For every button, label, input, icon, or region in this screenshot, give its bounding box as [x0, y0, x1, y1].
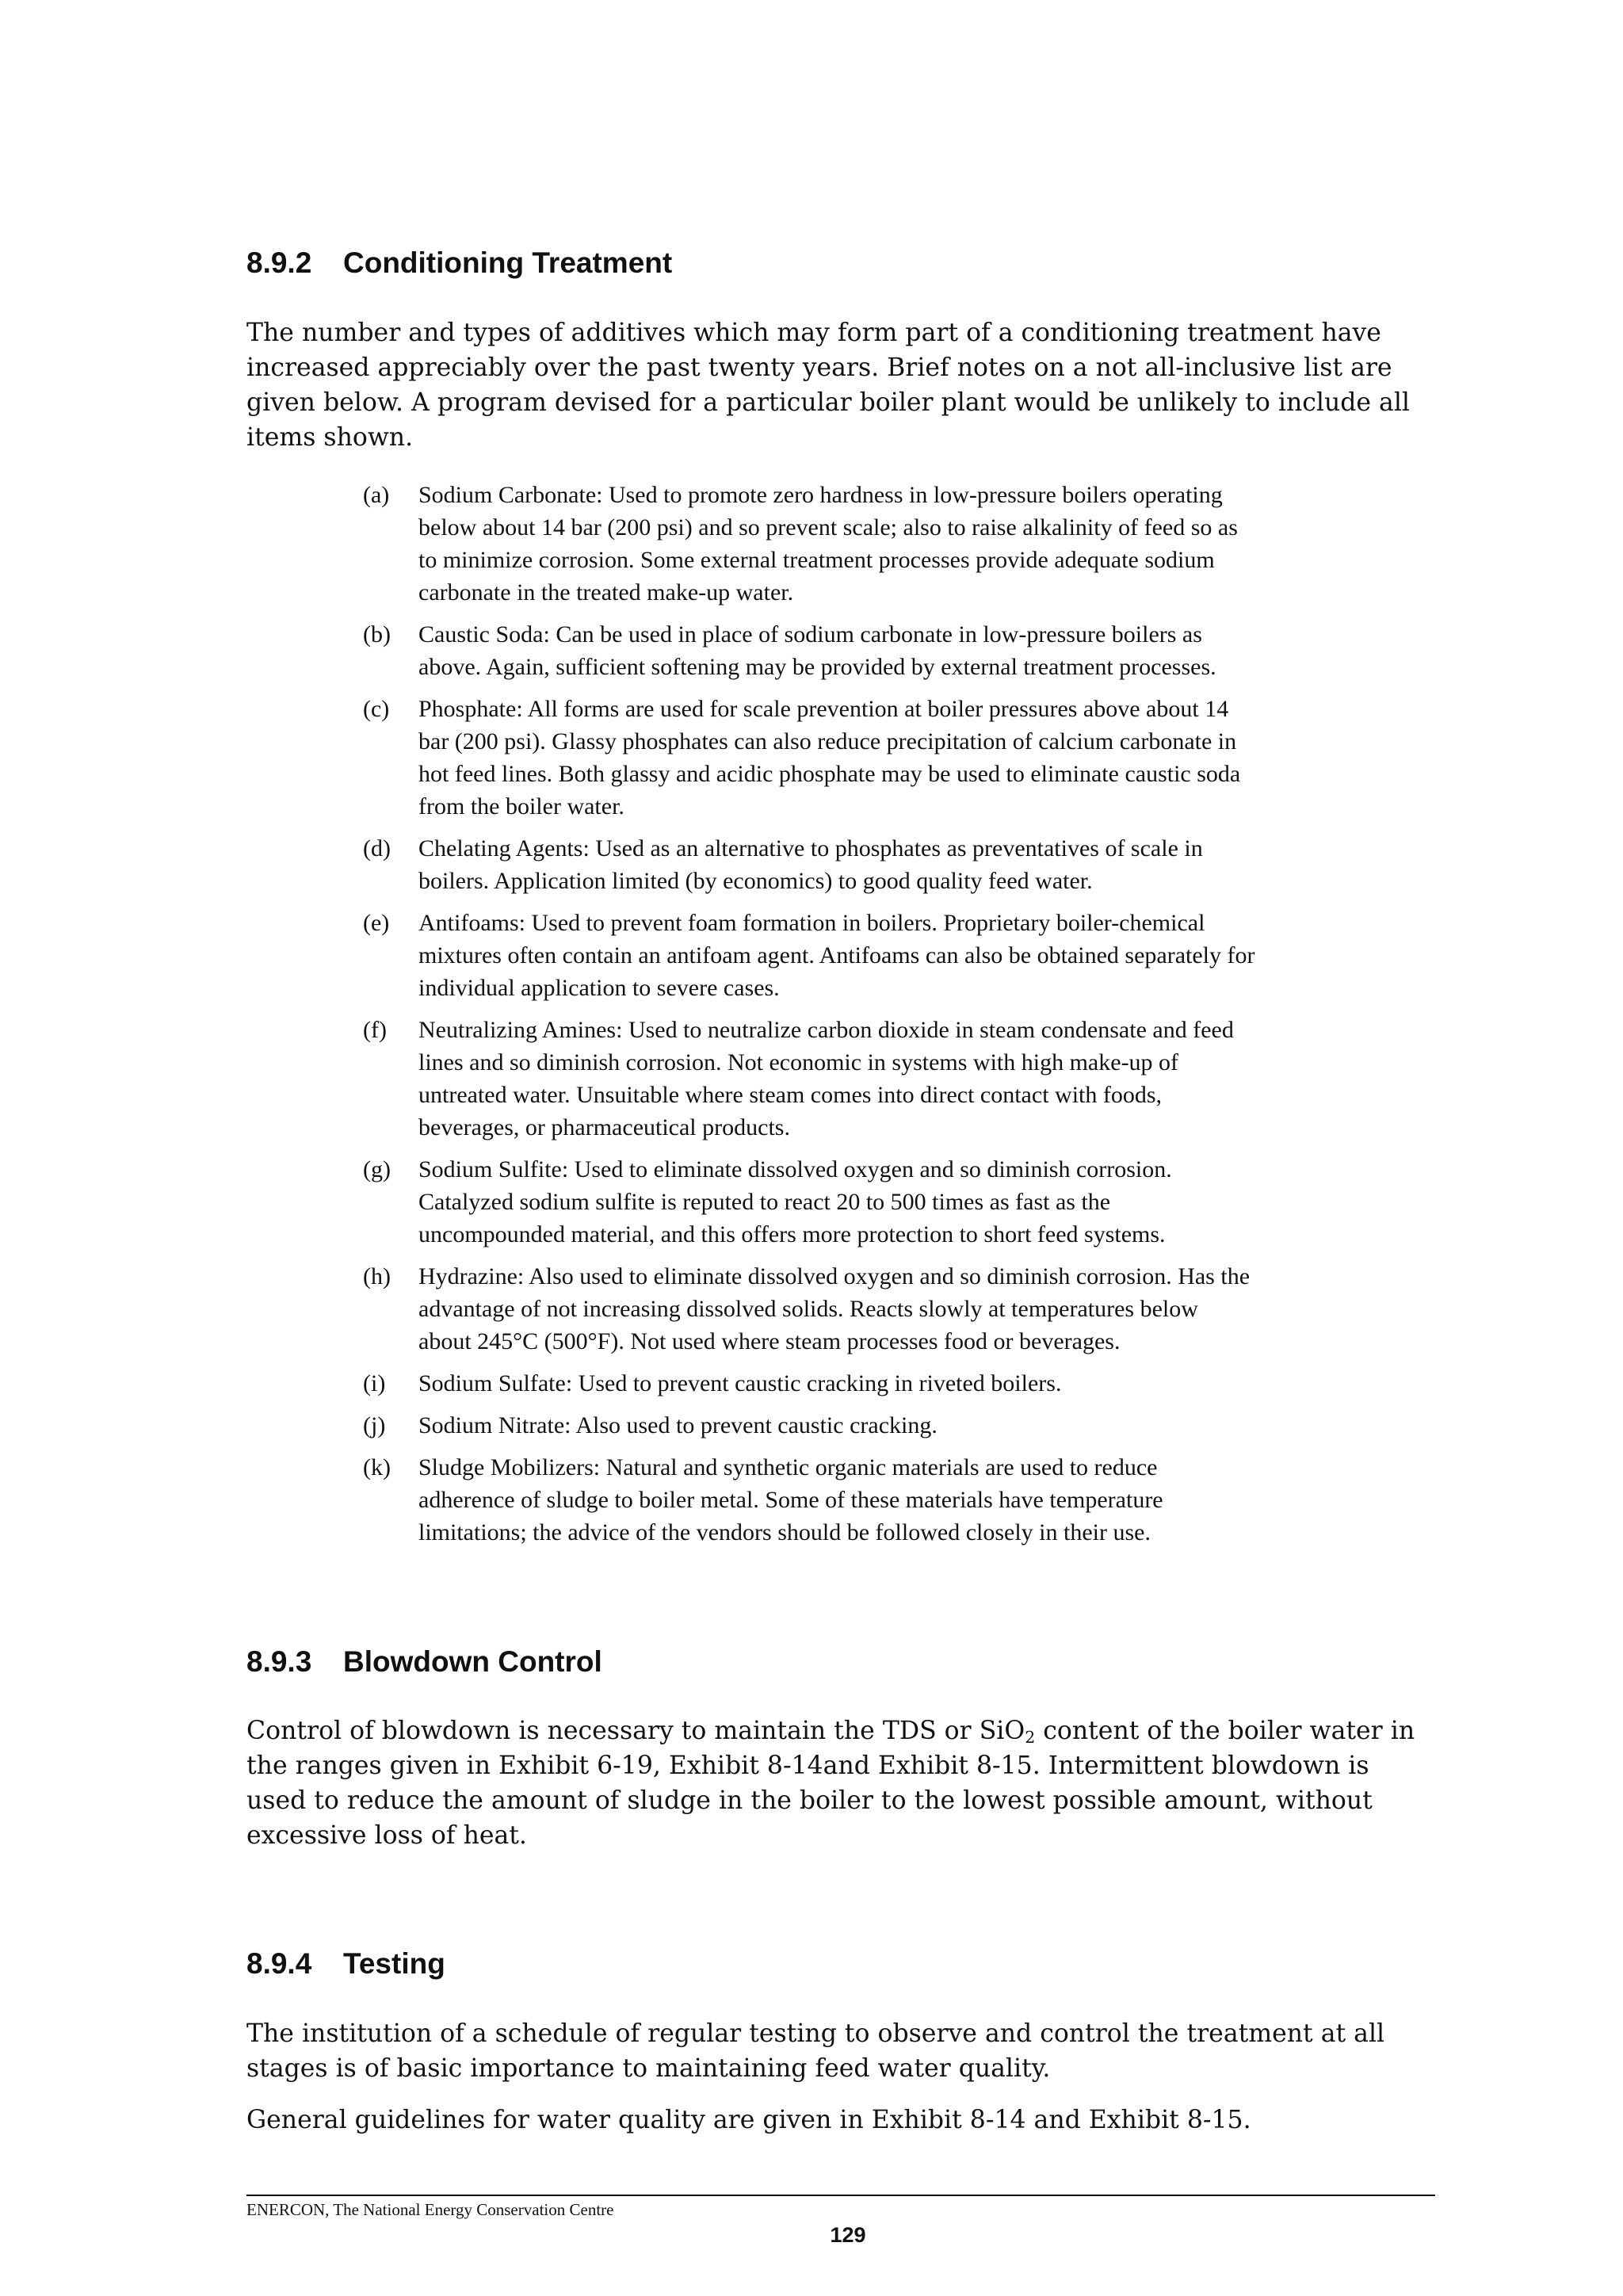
list-item — [363, 1367, 1393, 1400]
list-item — [363, 1260, 1393, 1358]
text-line: to minimize corrosion. Some external treatment processes provide adequate sodium — [418, 547, 1215, 573]
text-line: Phosphate: All forms are used for scale prevention at boiler pressures above about 14 — [418, 696, 1229, 722]
section-title: Testing — [343, 1947, 445, 1980]
list-item-text — [418, 832, 1393, 897]
text-line: General guidelines for water quality are given in Exhibit 8-14 and Exhibit 8-15. — [246, 2106, 1251, 2134]
list-item-marker: (g) — [363, 1156, 391, 1182]
list-item-marker: (e) — [363, 910, 390, 936]
list-item — [363, 1153, 1393, 1251]
text-line: Sludge Mobilizers: Natural and synthetic organic materials are used to reduce — [418, 1454, 1158, 1480]
text-line: Sodium Sulfate: Used to prevent caustic cracking in riveted boilers. — [418, 1370, 1062, 1396]
testing-paragraph — [246, 2016, 1435, 2086]
text-line: individual application to severe cases. — [418, 975, 780, 1001]
list-item-text — [418, 1367, 1393, 1400]
list-item-marker: (f) — [363, 1017, 387, 1043]
text-line: Catalyzed sodium sulfite is reputed to react 20 to 500 times as fast as the — [418, 1189, 1111, 1215]
text-line: bar (200 psi). Glassy phosphates can also reduce precipitation of calcium carbonate in — [418, 728, 1237, 755]
list-item — [363, 618, 1393, 683]
text-line: from the boiler water. — [418, 793, 624, 819]
text-line: Sodium Carbonate: Used to promote zero hardness in low-pressure boilers operating — [418, 482, 1223, 508]
footer-organization: ENERCON, The National Energy Conservation Centre — [246, 2200, 614, 2219]
guidelines-paragraph — [246, 2103, 1435, 2137]
text-line: beverages, or pharmaceutical products. — [418, 1114, 790, 1140]
list-item-text — [418, 693, 1393, 823]
footer-divider — [246, 2195, 1435, 2196]
text-line: above. Again, sufficient softening may be provided by external treatment processes. — [418, 654, 1216, 680]
text-line: excessive loss of heat. — [246, 1821, 527, 1850]
text-line: hot feed lines. Both glassy and acidic phosphate may be used to eliminate caustic soda — [418, 761, 1241, 787]
additives-list — [363, 479, 1393, 1558]
list-item-text — [418, 907, 1393, 1004]
list-item — [363, 1451, 1393, 1549]
text-line: stages is of basic importance to maintaining feed water quality. — [246, 2054, 1051, 2083]
list-item — [363, 1014, 1393, 1144]
list-item-text — [418, 618, 1393, 683]
list-item-marker: (j) — [363, 1412, 386, 1438]
section-title: Conditioning Treatment — [343, 246, 673, 279]
text-line: Caustic Soda: Can be used in place of sodium carbonate in low-pressure boilers as — [418, 621, 1202, 648]
list-item-marker: (c) — [363, 696, 390, 722]
list-item-text — [418, 1153, 1393, 1251]
heading-testing — [246, 1946, 445, 1981]
text-line: Sodium Nitrate: Also used to prevent caustic cracking. — [418, 1412, 938, 1438]
list-item-marker: (d) — [363, 835, 391, 861]
text-line: increased appreciably over the past twenty years. Brief notes on a not all-inclusive list are — [246, 353, 1392, 382]
text-line: items shown. — [246, 423, 414, 452]
list-item-marker: (i) — [363, 1370, 386, 1396]
subscript: 2 — [1025, 1728, 1036, 1748]
text-line: limitations; the advice of the vendors should be followed closely in their use. — [418, 1519, 1151, 1545]
list-item-text — [418, 1451, 1393, 1549]
list-item-text — [418, 1409, 1393, 1442]
list-item-marker: (k) — [363, 1454, 391, 1480]
section-number: 8.9.2 — [246, 246, 312, 279]
text-line: Sodium Sulfite: Used to eliminate dissolved oxygen and so diminish corrosion. — [418, 1156, 1172, 1182]
section-number: 8.9.3 — [246, 1645, 312, 1678]
text-line: uncompounded material, and this offers more protection to short feed systems. — [418, 1221, 1166, 1247]
text-line: Neutralizing Amines: Used to neutralize carbon dioxide in steam condensate and feed — [418, 1017, 1234, 1043]
list-item — [363, 832, 1393, 897]
section-title: Blowdown Control — [343, 1645, 602, 1678]
page-number: 129 — [830, 2223, 866, 2247]
conditioning-intro-paragraph — [246, 315, 1435, 455]
text-line: carbonate in the treated make-up water. — [418, 579, 794, 606]
text-line: lines and so diminish corrosion. Not economic in systems with high make-up of — [418, 1049, 1179, 1075]
text-line: used to reduce the amount of sludge in the boiler to the lowest possible amount, without — [246, 1786, 1373, 1815]
list-item — [363, 907, 1393, 1004]
text-segment: content of the boiler water in — [1035, 1717, 1415, 1745]
text-line: untreated water. Unsuitable where steam comes into direct contact with foods, — [418, 1082, 1163, 1108]
text-line: Chelating Agents: Used as an alternative to phosphates as preventatives of scale in — [418, 835, 1203, 861]
list-item-text — [418, 1014, 1393, 1144]
blowdown-paragraph — [246, 1713, 1435, 1853]
text-line: adherence of sludge to boiler metal. Some of these materials have temperature — [418, 1487, 1163, 1513]
text-line: below about 14 bar (200 psi) and so prevent scale; also to raise alkalinity of feed so as — [418, 514, 1238, 541]
text-line: the ranges given in Exhibit 6-19, Exhibit 8-14and Exhibit 8-15. Intermittent blowdown is — [246, 1752, 1369, 1780]
heading-blowdown-control — [246, 1645, 602, 1679]
list-item — [363, 693, 1393, 823]
list-item-text — [418, 479, 1393, 609]
text-line: The number and types of additives which may form part of a conditioning treatment have — [246, 319, 1381, 347]
text-line: advantage of not increasing dissolved solids. Reacts slowly at temperatures below — [418, 1296, 1198, 1322]
text-line: about 245°C (500°F). Not used where steam processes food or beverages. — [418, 1328, 1121, 1354]
text-line: Hydrazine: Also used to eliminate dissolved oxygen and so diminish corrosion. Has the — [418, 1263, 1251, 1289]
list-item-marker: (h) — [363, 1263, 391, 1289]
text-line: The institution of a schedule of regular testing to observe and control the treatment at all — [246, 2019, 1385, 2048]
text-segment: Control of blowdown is necessary to maintain the TDS or SiO — [246, 1717, 1025, 1745]
text-line: Antifoams: Used to prevent foam formation in boilers. Proprietary boiler-chemical — [418, 910, 1205, 936]
text-line: boilers. Application limited (by economics) to good quality feed water. — [418, 868, 1093, 894]
section-number: 8.9.4 — [246, 1947, 312, 1980]
text-line: given below. A program devised for a particular boiler plant would be unlikely to include all — [246, 388, 1410, 417]
list-item-marker: (b) — [363, 621, 391, 648]
list-item — [363, 479, 1393, 609]
list-item — [363, 1409, 1393, 1442]
list-item-marker: (a) — [363, 482, 390, 508]
heading-conditioning-treatment — [246, 246, 672, 281]
text-line: mixtures often contain an antifoam agent. Antifoams can also be obtained separately for — [418, 942, 1255, 968]
text-line — [246, 1713, 1435, 1748]
list-item-text — [418, 1260, 1393, 1358]
